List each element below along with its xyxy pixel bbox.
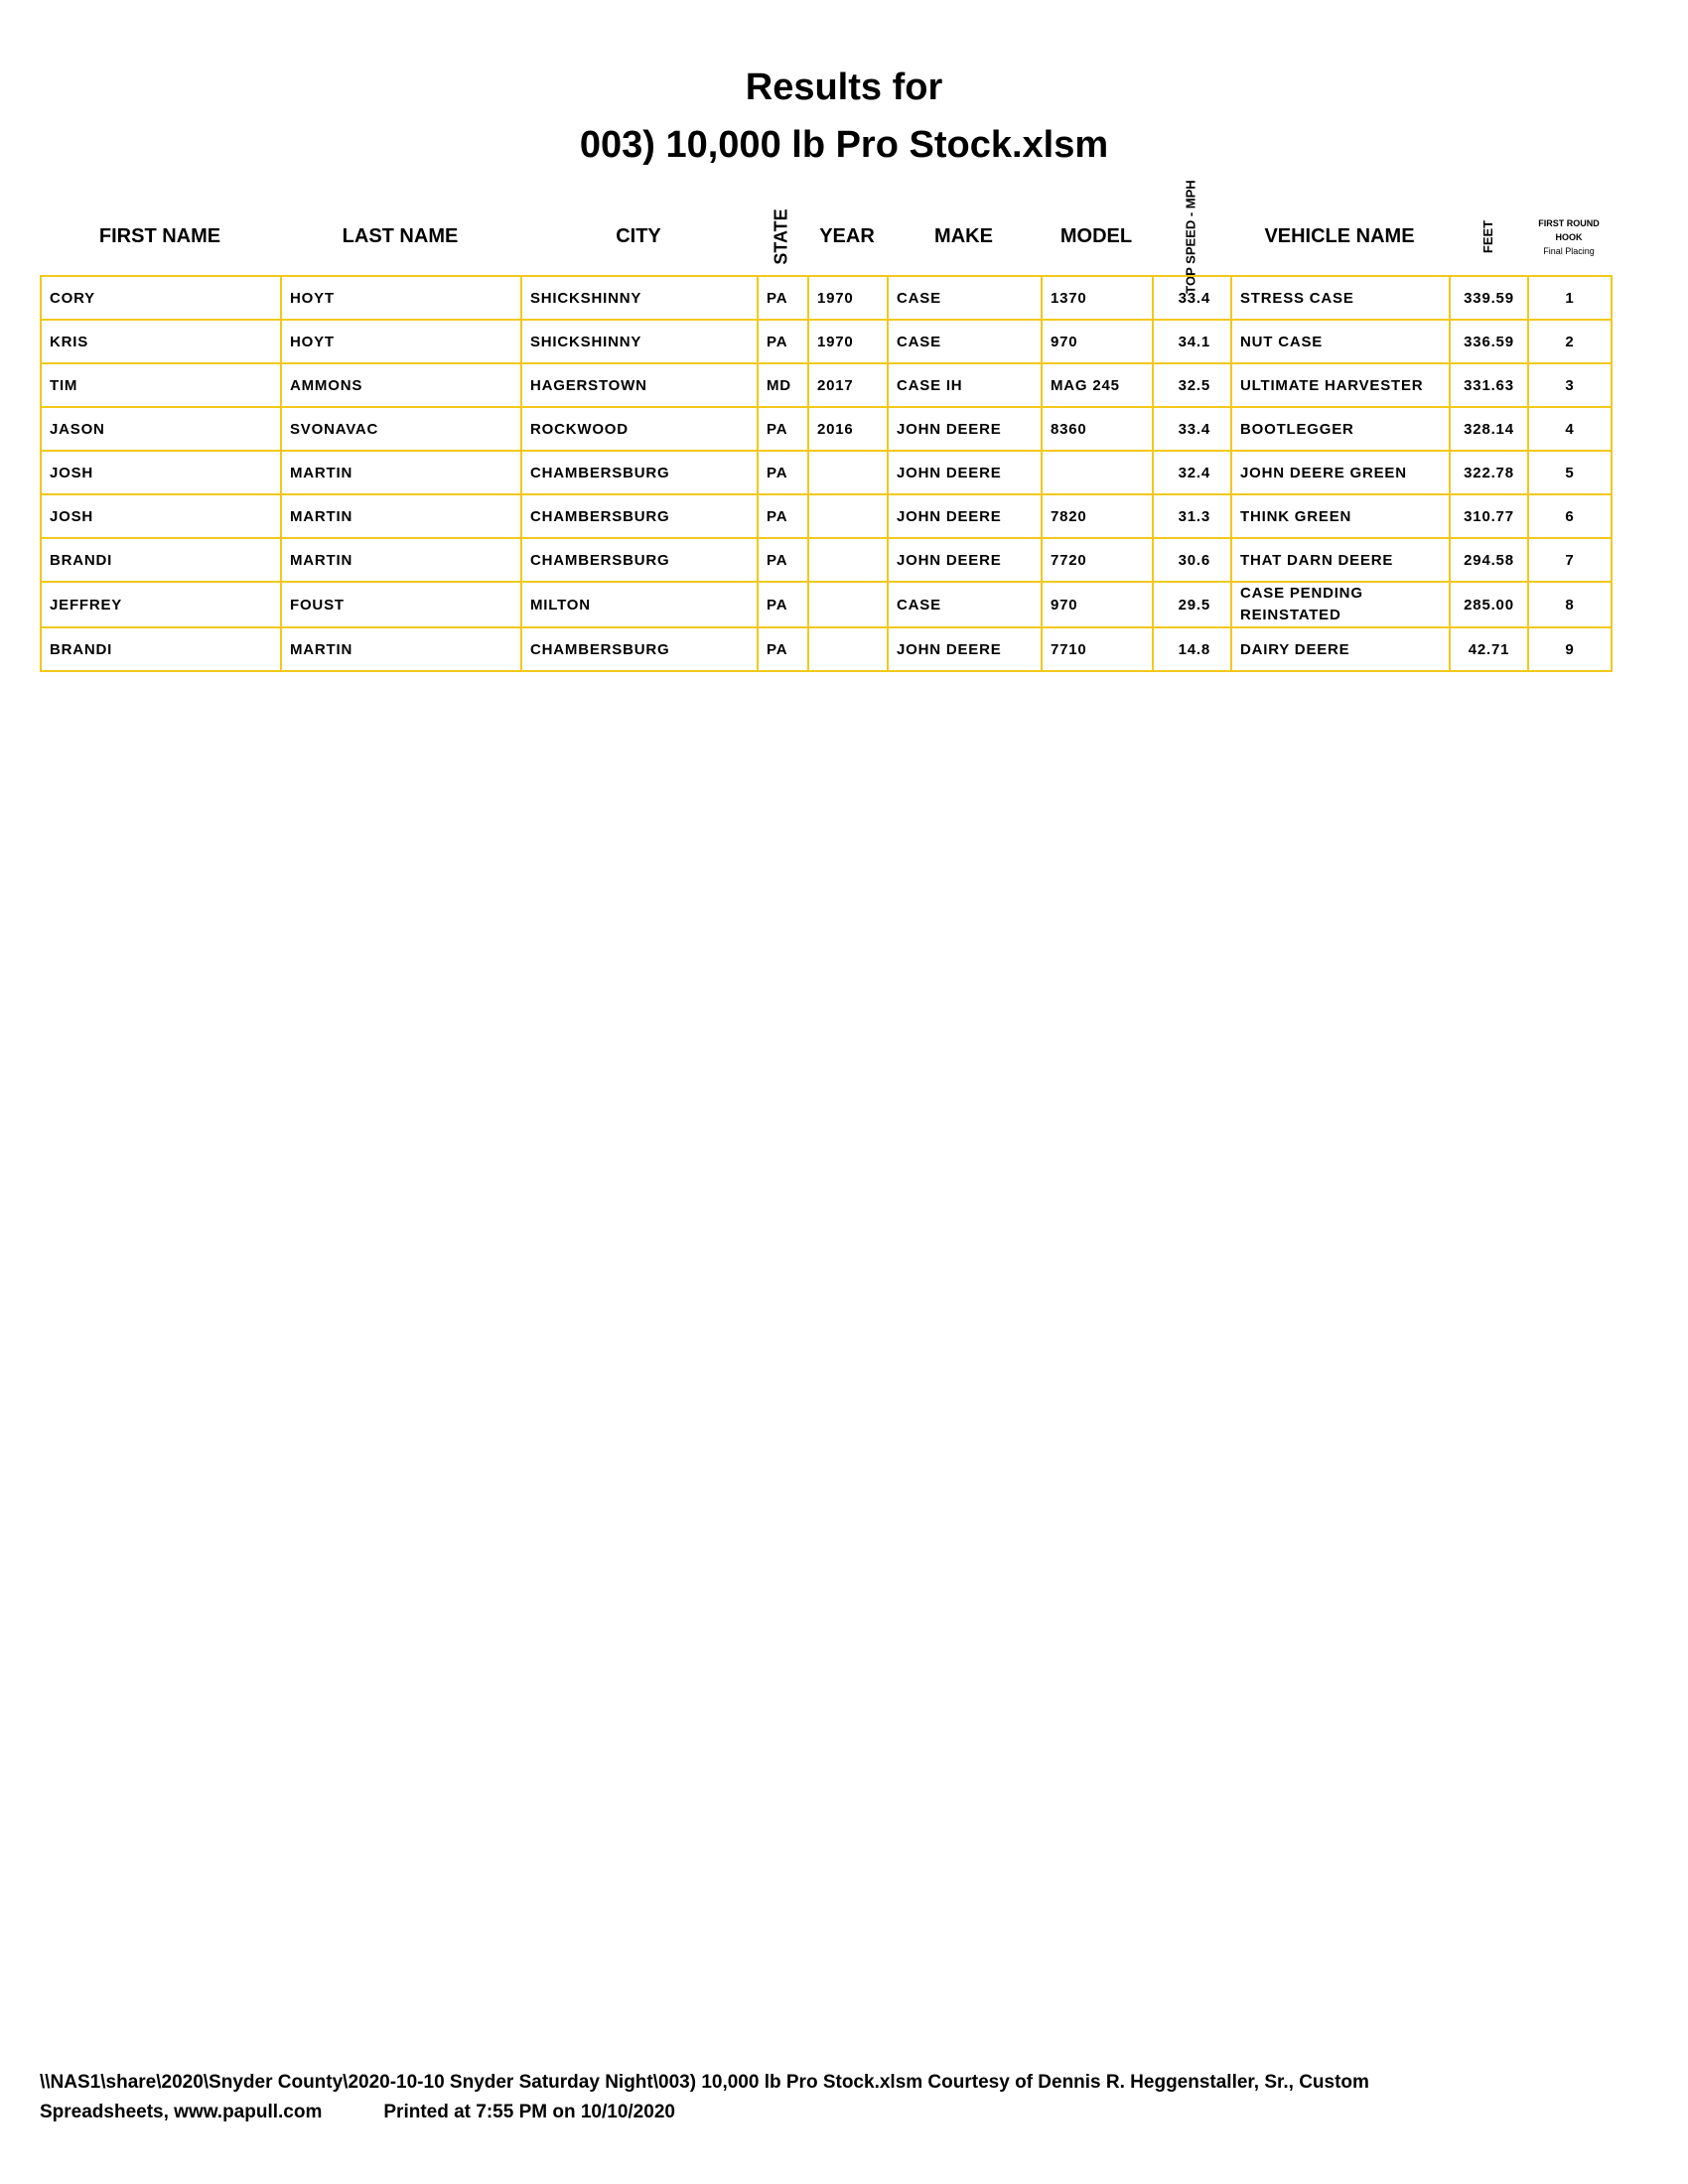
cell-last-name: HOYT <box>281 276 521 320</box>
cell-state: PA <box>758 538 808 582</box>
cell-feet: 328.14 <box>1450 407 1528 451</box>
cell-year: 2016 <box>808 407 888 451</box>
header-feet <box>1449 199 1527 274</box>
cell-year: 2017 <box>808 363 888 407</box>
results-body <box>41 276 1612 671</box>
cell-top-speed: 32.4 <box>1153 451 1231 494</box>
cell-last-name: AMMONS <box>281 363 521 407</box>
header-first-name: FIRST NAME <box>98 224 221 247</box>
cell-city: CHAMBERSBURG <box>521 538 758 582</box>
cell-first-name: BRANDI <box>41 538 281 582</box>
cell-model: 7710 <box>1042 627 1153 671</box>
cell-make: CASE <box>888 582 1042 627</box>
cell-year <box>808 538 888 582</box>
cell-city: HAGERSTOWN <box>521 363 758 407</box>
cell-top-speed: 33.4 <box>1153 276 1231 320</box>
cell-first-name: JOSH <box>41 494 281 538</box>
cell-top-speed: 32.5 <box>1153 363 1231 407</box>
cell-last-name: MARTIN <box>281 538 521 582</box>
cell-vehicle-name: BOOTLEGGER <box>1231 407 1450 451</box>
cell-feet: 322.78 <box>1450 451 1528 494</box>
table-row <box>41 363 1612 407</box>
cell-make: CASE <box>888 276 1042 320</box>
cell-placing: 6 <box>1528 494 1612 538</box>
cell-last-name: FOUST <box>281 582 521 627</box>
header-top-speed-label: TOP SPEED - MPH <box>1184 179 1199 294</box>
cell-year <box>808 582 888 627</box>
cell-state: MD <box>758 363 808 407</box>
footer-printed-time: Printed at 7:55 PM on 10/10/2020 <box>383 2102 675 2122</box>
cell-top-speed: 30.6 <box>1153 538 1231 582</box>
table-row <box>41 320 1612 363</box>
header-state <box>757 199 807 274</box>
cell-vehicle-name: JOHN DEERE GREEN <box>1231 451 1450 494</box>
cell-top-speed: 14.8 <box>1153 627 1231 671</box>
cell-city: MILTON <box>521 582 758 627</box>
table-row <box>41 494 1612 538</box>
cell-vehicle-name: DAIRY DEERE <box>1231 627 1450 671</box>
cell-model: 970 <box>1042 320 1153 363</box>
cell-first-name: KRIS <box>41 320 281 363</box>
header-state-label: STATE <box>772 207 791 265</box>
header-year: YEAR <box>819 224 875 247</box>
cell-make: JOHN DEERE <box>888 451 1042 494</box>
cell-feet: 339.59 <box>1450 276 1528 320</box>
cell-first-name: CORY <box>41 276 281 320</box>
cell-top-speed: 33.4 <box>1153 407 1231 451</box>
cell-placing: 1 <box>1528 276 1612 320</box>
cell-top-speed: 34.1 <box>1153 320 1231 363</box>
cell-city: CHAMBERSBURG <box>521 451 758 494</box>
cell-feet: 294.58 <box>1450 538 1528 582</box>
header-top-speed <box>1152 179 1230 294</box>
cell-city: CHAMBERSBURG <box>521 627 758 671</box>
header-last-name: LAST NAME <box>342 224 459 247</box>
table-row <box>41 407 1612 451</box>
cell-make: CASE <box>888 320 1042 363</box>
cell-make: JOHN DEERE <box>888 494 1042 538</box>
cell-top-speed: 31.3 <box>1153 494 1231 538</box>
cell-feet: 310.77 <box>1450 494 1528 538</box>
cell-city: SHICKSHINNY <box>521 320 758 363</box>
cell-placing: 5 <box>1528 451 1612 494</box>
cell-state: PA <box>758 451 808 494</box>
cell-first-name: JOSH <box>41 451 281 494</box>
header-first-round-hook: FIRST ROUND HOOK <box>1538 218 1600 242</box>
cell-model: MAG 245 <box>1042 363 1153 407</box>
results-table <box>40 275 1613 672</box>
cell-state: PA <box>758 494 808 538</box>
page-footer <box>40 2068 1648 2127</box>
cell-vehicle-name: NUT CASE <box>1231 320 1450 363</box>
footer-website: Spreadsheets, www.papull.com <box>40 2102 323 2122</box>
cell-vehicle-name: STRESS CASE <box>1231 276 1450 320</box>
table-row <box>41 451 1612 494</box>
cell-feet: 285.00 <box>1450 582 1528 627</box>
cell-state: PA <box>758 582 808 627</box>
cell-last-name: HOYT <box>281 320 521 363</box>
page-subtitle: 003) 10,000 lb Pro Stock.xlsm <box>579 124 1109 166</box>
cell-model: 7820 <box>1042 494 1153 538</box>
header-feet-label: FEET <box>1479 219 1495 253</box>
cell-state: PA <box>758 627 808 671</box>
cell-model: 1370 <box>1042 276 1153 320</box>
cell-year: 1970 <box>808 320 888 363</box>
footer-file-path: \\NAS1\share\2020\Snyder County\2020-10-10 Snyder Saturday Night\003) 10,000 lb Pro Stock.xlsm Courtesy of Dennis R. Heggenstaller, Sr., Custom <box>40 2072 1369 2093</box>
header-final-placing: Final Placing <box>1543 246 1595 256</box>
cell-feet: 331.63 <box>1450 363 1528 407</box>
cell-year <box>808 494 888 538</box>
table-row <box>41 538 1612 582</box>
cell-top-speed: 29.5 <box>1153 582 1231 627</box>
cell-city: SHICKSHINNY <box>521 276 758 320</box>
cell-state: PA <box>758 320 808 363</box>
header-placing <box>1527 212 1611 262</box>
cell-make: JOHN DEERE <box>888 627 1042 671</box>
cell-placing: 4 <box>1528 407 1612 451</box>
cell-model <box>1042 451 1153 494</box>
cell-placing: 9 <box>1528 627 1612 671</box>
cell-placing: 7 <box>1528 538 1612 582</box>
cell-vehicle-name: THAT DARN DEERE <box>1231 538 1450 582</box>
page-title: Results for <box>745 67 943 108</box>
table-row <box>41 627 1612 671</box>
cell-placing: 3 <box>1528 363 1612 407</box>
cell-feet: 336.59 <box>1450 320 1528 363</box>
cell-first-name: TIM <box>41 363 281 407</box>
cell-model: 8360 <box>1042 407 1153 451</box>
cell-year <box>808 627 888 671</box>
cell-vehicle-name: CASE PENDING REINSTATED <box>1231 582 1450 627</box>
cell-first-name: JEFFREY <box>41 582 281 627</box>
cell-state: PA <box>758 407 808 451</box>
header-model: MODEL <box>1059 224 1133 247</box>
footer-second-line <box>40 2098 1648 2127</box>
cell-last-name: MARTIN <box>281 494 521 538</box>
table-row <box>41 582 1612 627</box>
cell-city: CHAMBERSBURG <box>521 494 758 538</box>
cell-placing: 2 <box>1528 320 1612 363</box>
cell-make: CASE IH <box>888 363 1042 407</box>
cell-city: ROCKWOOD <box>521 407 758 451</box>
header-city: CITY <box>616 224 661 247</box>
cell-vehicle-name: THINK GREEN <box>1231 494 1450 538</box>
cell-year <box>808 451 888 494</box>
header-make: MAKE <box>934 224 993 247</box>
cell-vehicle-name: ULTIMATE HARVESTER <box>1231 363 1450 407</box>
cell-first-name: BRANDI <box>41 627 281 671</box>
header-vehicle-name: VEHICLE NAME <box>1264 224 1415 247</box>
cell-last-name: MARTIN <box>281 627 521 671</box>
table-row <box>41 276 1612 320</box>
cell-make: JOHN DEERE <box>888 538 1042 582</box>
cell-year: 1970 <box>808 276 888 320</box>
cell-last-name: SVONAVAC <box>281 407 521 451</box>
cell-last-name: MARTIN <box>281 451 521 494</box>
cell-first-name: JASON <box>41 407 281 451</box>
cell-feet: 42.71 <box>1450 627 1528 671</box>
cell-state: PA <box>758 276 808 320</box>
cell-model: 7720 <box>1042 538 1153 582</box>
cell-model: 970 <box>1042 582 1153 627</box>
cell-placing: 8 <box>1528 582 1612 627</box>
cell-make: JOHN DEERE <box>888 407 1042 451</box>
